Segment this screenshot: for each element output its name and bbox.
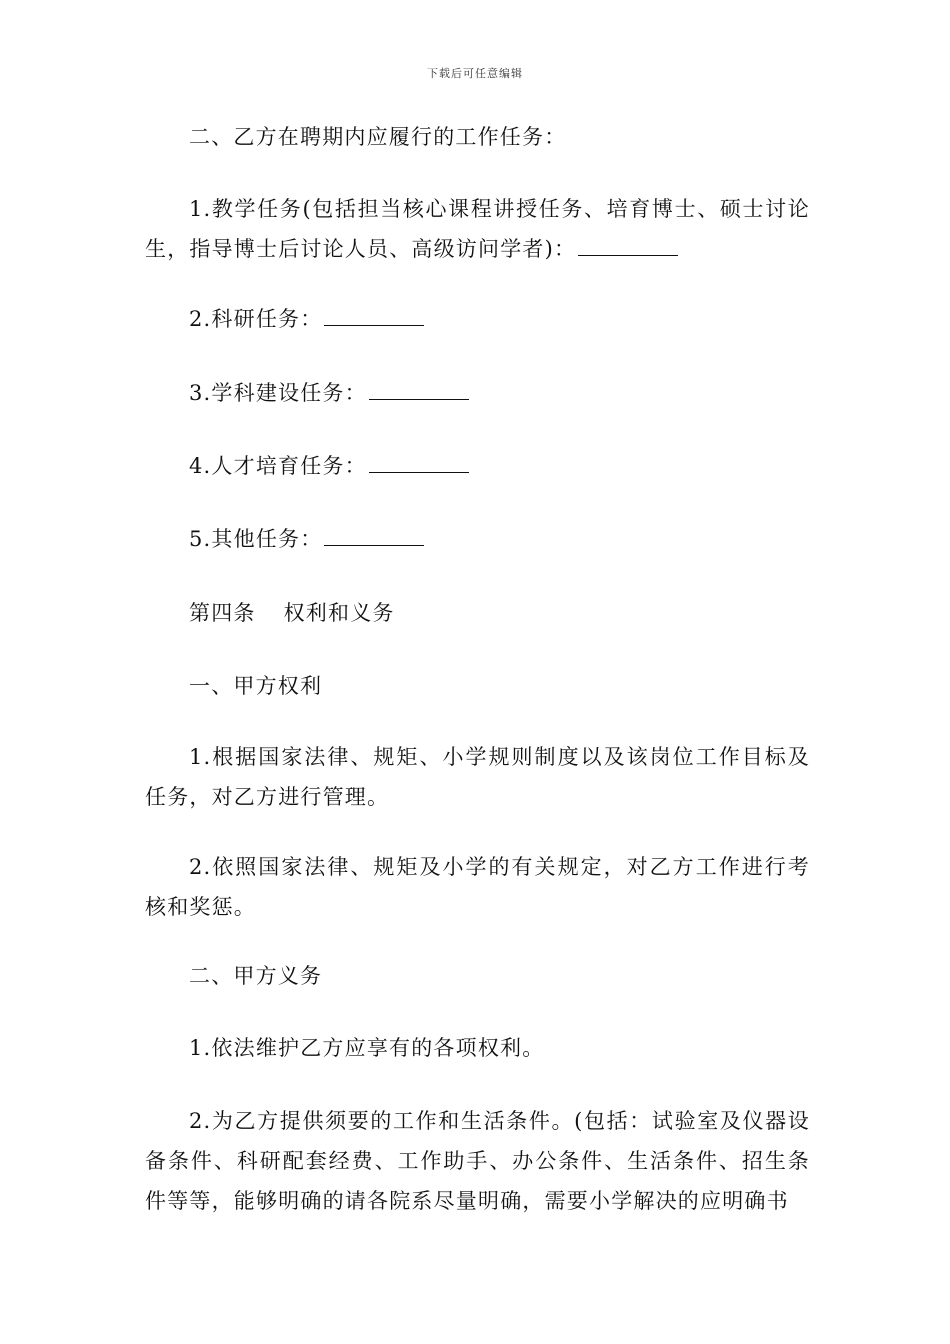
- paragraph-text: 1.依法维护乙方应享有的各项权利。: [189, 1036, 545, 1060]
- article-number: 第四条: [189, 601, 256, 625]
- paragraph-text: 2.科研任务：: [189, 307, 323, 331]
- paragraph-text: 1.根据国家法律、规矩、小学规则制度以及该岗位工作目标及任务，对乙方进行管理。: [145, 745, 810, 809]
- rights-item-2: [145, 847, 810, 927]
- task-item-talent: [145, 446, 810, 486]
- page-header: 下载后可任意编辑: [427, 67, 523, 80]
- section-heading-party-a-rights: [145, 666, 810, 706]
- fill-in-blank: [578, 233, 678, 256]
- fill-in-blank: [369, 450, 469, 473]
- paragraph-text: 一、甲方权利: [189, 674, 323, 698]
- duties-item-2: [145, 1101, 810, 1221]
- section-heading-party-b-tasks: [145, 117, 810, 157]
- task-item-discipline: [145, 373, 810, 413]
- paragraph-text: 二、甲方义务: [189, 964, 323, 988]
- task-item-other: [145, 519, 810, 559]
- duties-item-1: [145, 1028, 810, 1068]
- article-heading: [145, 593, 810, 633]
- task-item-teaching: [145, 189, 810, 269]
- task-item-research: [145, 299, 810, 339]
- paragraph-text: 3.学科建设任务：: [189, 381, 367, 405]
- paragraph-text: 1.教学任务(包括担当核心课程讲授任务、培育博士、硕士讨论生，指导博士后讨论人员、高级访问学者)：: [145, 197, 810, 261]
- fill-in-blank: [324, 523, 424, 546]
- fill-in-blank: [324, 303, 424, 326]
- paragraph-text: 4.人才培育任务：: [189, 454, 367, 478]
- paragraph-text: 2.依照国家法律、规矩及小学的有关规定，对乙方工作进行考核和奖惩。: [145, 855, 810, 919]
- paragraph-text: 2.为乙方提供须要的工作和生活条件。(包括：试验室及仪器设备条件、科研配套经费、工作助手、办公条件、生活条件、招生条件等等，能够明确的请各院系尽量明确，需要小学解决的应明确书: [145, 1109, 810, 1213]
- fill-in-blank: [369, 377, 469, 400]
- article-title: 权利和义务: [283, 601, 395, 625]
- rights-item-1: [145, 737, 810, 817]
- paragraph-text: 5.其他任务：: [189, 527, 323, 551]
- section-heading-party-a-duties: [145, 956, 810, 996]
- paragraph-text: 二、乙方在聘期内应履行的工作任务：: [189, 125, 567, 149]
